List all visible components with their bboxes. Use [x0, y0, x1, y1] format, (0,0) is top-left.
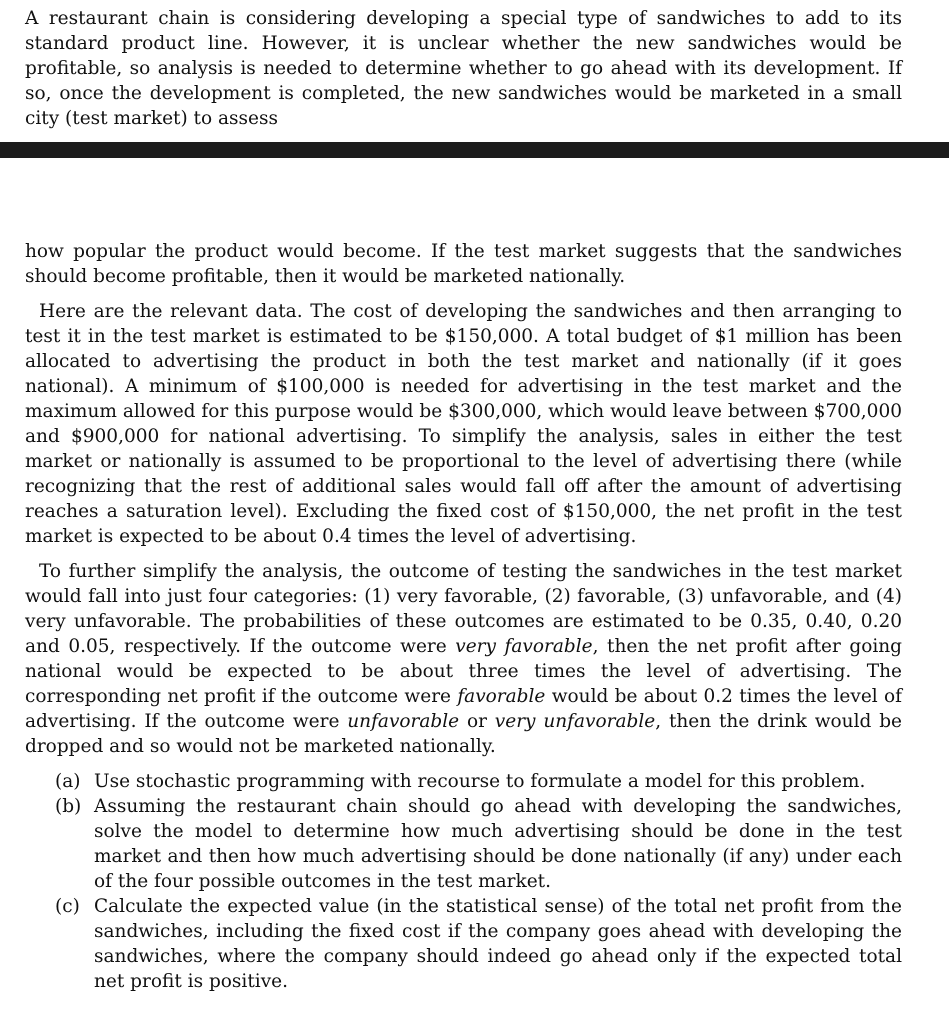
outcomes-text-1: To further simplify the analysis, the outcome of testing the sandwiches in the test market would fall into just four categories: (1) very favorable, (2) favorable, (3) unfavorable, and (4) very unfavorable. The probabilities of these outcomes are estimated to be 0.35, 0.40, 0.20 and 0.05, respectively. If the outcome were [25, 561, 902, 657]
emphasis-very-unfavorable: very unfavorable [494, 711, 656, 732]
part-label: (c) [55, 896, 80, 917]
question-parts-list [25, 769, 902, 994]
part-text: Assuming the restaurant chain should go ahead with developing the sandwiches, solve the model to determine how much advertising should be done in the test market and then how much advertising should be done nationally (if any) under each of the four possible outcomes in the test market. [94, 796, 902, 892]
page-1-text [25, 6, 902, 131]
part-label: (a) [55, 771, 81, 792]
outcomes-text-2: , then the net profit after going national would be expected to be about three times the level of advertising. The corresponding net profit if the outcome were [25, 636, 903, 707]
question-part-c [25, 894, 902, 994]
question-part-b [25, 794, 902, 894]
data-paragraph: Here are the relevant data. The cost of developing the sandwiches and then arranging to test it in the test market is estimated to be $150,000. A total budget of $1 million has been allocated to advertising the product in both the test market and nationally (if it goes national). A minimum of $100,000 is needed for advertising in the test market and the maximum allowed for this purpose would be $300,000, which would leave between $700,000 and $900,000 for national advertising. To simplify the analysis, sales in either the test market or nationally is assumed to be proportional to the level of advertising there (while recognizing that the rest of additional sales would fall off after the amount of advertising reaches a saturation level). Excluding the fixed cost of $150,000, the net profit in the test market is expected to be about 0.4 times the level of advertising. [25, 301, 902, 547]
outcomes-text-4: or [459, 711, 495, 732]
part-label: (b) [55, 796, 82, 817]
intro-paragraph: A restaurant chain is considering developing a special type of sandwiches to add to its standard product line. However, it is unclear whether the new sandwiches would be profitable, so analysis is needed to determine whether to go ahead with its development. If so, once the development is completed, the new sandwiches would be marketed in a small city (test market) to assess [25, 8, 902, 129]
emphasis-favorable: favorable [457, 686, 546, 707]
emphasis-unfavorable: unfavorable [347, 711, 460, 732]
page-divider [0, 142, 949, 158]
emphasis-very-favorable: very favorable [455, 636, 593, 657]
part-text: Use stochastic programming with recourse to formulate a model for this problem. [94, 771, 866, 792]
page-2-text [25, 239, 902, 994]
question-part-a [25, 769, 902, 794]
outcomes-text-5: , then the drink would be dropped and so would not be marketed nationally. [25, 711, 902, 757]
outcomes-text-3: would be about 0.2 times the level of advertising. If the outcome were [25, 686, 902, 732]
continuation-paragraph: how popular the product would become. If the test market suggests that the sandwiches should become profitable, then it would be marketed nationally. [25, 241, 902, 287]
outcomes-paragraph [25, 559, 902, 759]
part-text: Calculate the expected value (in the statistical sense) of the total net profit from the sandwiches, including the fixed cost if the company goes ahead with developing the sandwiches, where the company should indeed go ahead only if the expected total net profit is positive. [94, 896, 902, 992]
